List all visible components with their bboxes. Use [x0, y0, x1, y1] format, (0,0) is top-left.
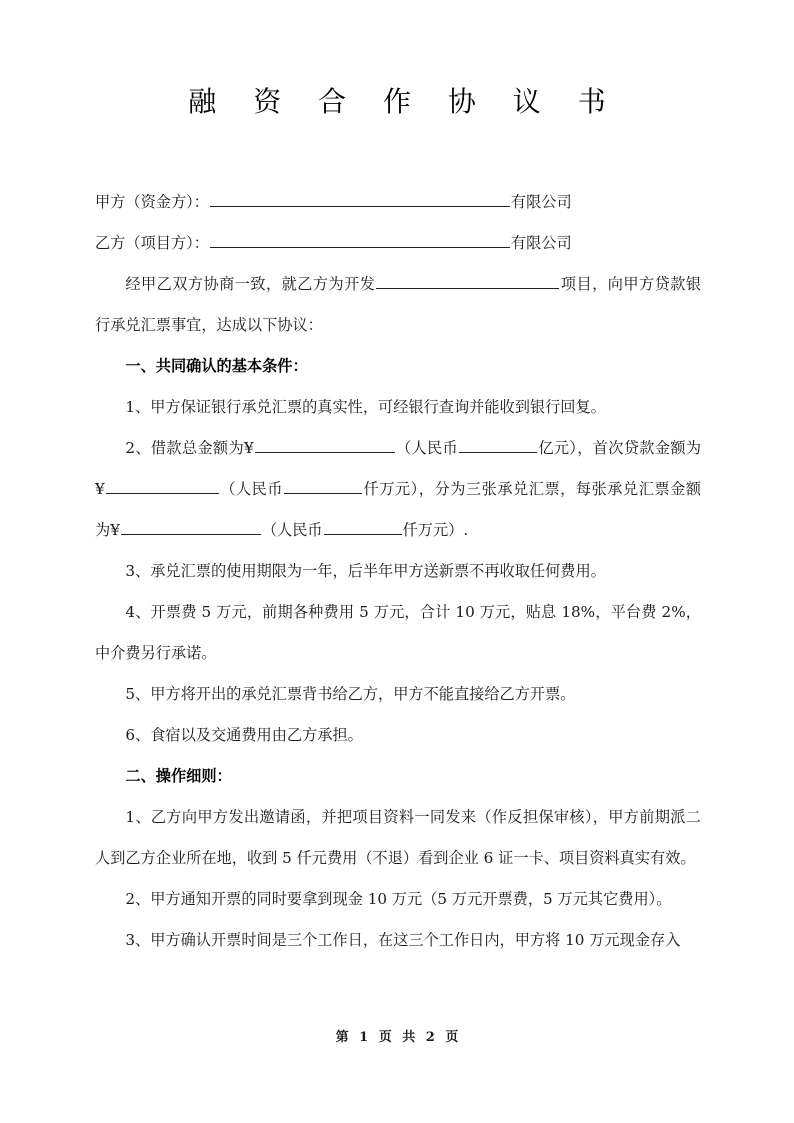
item-2-text-e: 仟万元），分为三张承兑汇票，每张承兑汇票金额为¥	[95, 480, 702, 539]
section-one-item-5: 5、甲方将开出的承兑汇票背书给乙方，甲方不能直接给乙方开票。	[125, 685, 576, 703]
party-a-suffix: 有限公司	[510, 193, 572, 211]
section-one-item-1: 1、甲方保证银行承兑汇票的真实性，可经银行查询并能收到银行回复。	[125, 398, 606, 416]
preamble-text-1: 经甲乙双方协商一致，就乙方为开发	[125, 275, 376, 293]
section-one-item-4: 4、开票费 5 万元，前期各种费用 5 万元，合计 10 万元，贴息 18%，平台费 2%，中介费另行承诺。	[95, 603, 701, 662]
section-two-item-1: 1、乙方向甲方发出邀请函，并把项目资料一同发来（作反担保审核），甲方前期派二人到乙方企业所在地，收到 5 仟元费用（不退）看到企业 6 证一卡、项目资料真实有效。	[95, 808, 701, 867]
party-b-blank[interactable]	[210, 232, 510, 248]
first-loan-amount-cn-blank[interactable]	[284, 478, 362, 494]
preamble-paragraph	[95, 264, 701, 346]
item-2-text-d: （人民币	[219, 480, 284, 498]
item-2-text-f: （人民币	[261, 521, 323, 539]
section-two-heading: 二、操作细则：	[125, 767, 232, 785]
page-title: 融 资 合 作 协 议 书	[188, 85, 620, 118]
section-one-item-3: 3、承兑汇票的使用期限为一年，后半年甲方送新票不再收取任何费用。	[125, 562, 606, 580]
page-footer: 第 1 页 共 2 页	[335, 1030, 462, 1045]
section-one-heading: 一、共同确认的基本条件：	[125, 357, 308, 375]
item-2-text-c: 亿元），首次贷款金额为¥	[95, 439, 702, 498]
party-a-blank[interactable]	[210, 191, 510, 207]
party-a-label: 甲方（资金方）：	[95, 193, 209, 211]
section-two-item-3: 3、甲方确认开票时间是三个工作日，在这三个工作日内，甲方将 10 万元现金存入	[125, 931, 681, 949]
per-bill-amount-blank[interactable]	[121, 519, 261, 535]
total-amount-cn-blank[interactable]	[459, 437, 537, 453]
item-2-text-b: （人民币	[395, 439, 458, 457]
preamble-text-2: 项目，向甲方贷款银行承兑汇票事宜，达成以下协议：	[95, 275, 702, 334]
party-b-label: 乙方（项目方）：	[95, 234, 209, 252]
per-bill-amount-cn-blank[interactable]	[324, 519, 402, 535]
item-2-text-a: 2、借款总金额为¥	[125, 439, 254, 457]
section-one-item-2	[95, 428, 701, 551]
party-b-suffix: 有限公司	[510, 234, 572, 252]
item-2-text-g: 仟万元）.	[402, 521, 469, 539]
document-body	[95, 182, 701, 961]
first-loan-amount-blank[interactable]	[106, 478, 219, 494]
project-name-blank[interactable]	[376, 273, 559, 289]
party-b-line	[95, 223, 701, 264]
section-one-item-6: 6、食宿以及交通费用由乙方承担。	[125, 726, 363, 744]
party-a-line	[95, 182, 701, 223]
section-two-item-2: 2、甲方通知开票的同时要拿到现金 10 万元（5 万元开票费，5 万元其它费用）。	[125, 890, 672, 908]
total-amount-blank[interactable]	[255, 437, 395, 453]
